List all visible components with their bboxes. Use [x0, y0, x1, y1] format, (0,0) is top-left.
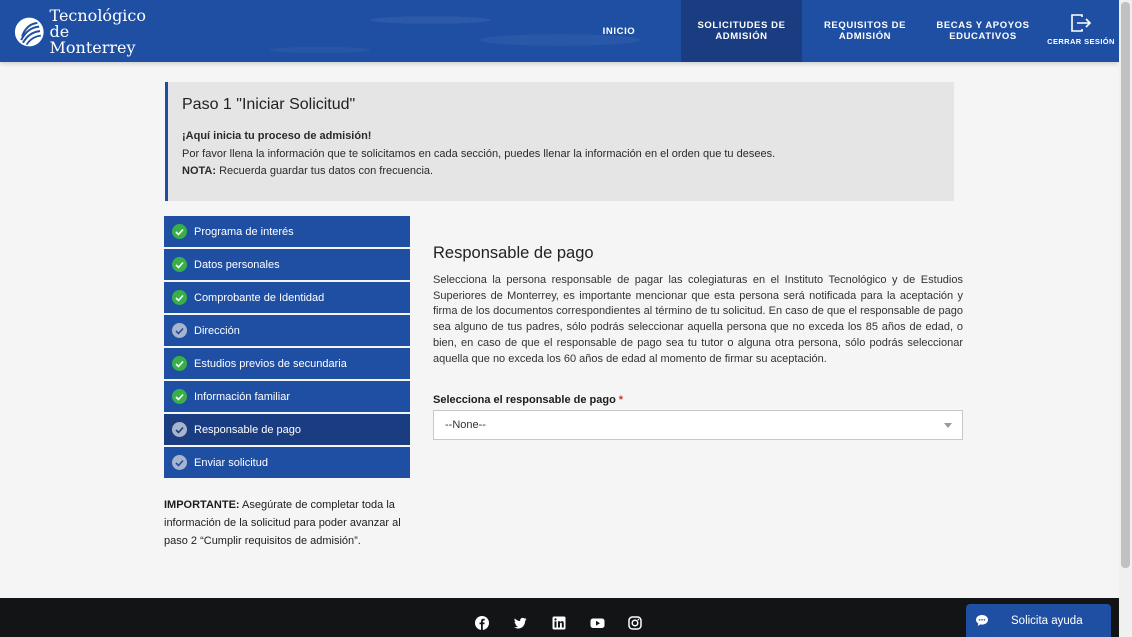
step-label: Enviar solicitud	[194, 456, 268, 469]
step-label: Datos personales	[194, 258, 280, 271]
nav-requisitos-label: REQUISITOS DE ADMISIÓN	[823, 20, 907, 42]
nav-becas-apoyos[interactable]	[930, 0, 1036, 62]
step-informacion-familiar[interactable]	[164, 381, 410, 412]
youtube-icon[interactable]	[590, 616, 605, 630]
notice-note	[182, 163, 940, 181]
step-label: Programa de interés	[194, 225, 294, 238]
nav-requisitos-admision[interactable]	[810, 0, 920, 62]
check-circle-icon	[172, 422, 187, 437]
step-label: Información familiar	[194, 390, 290, 403]
important-text: Asegúrate de completar toda la información de la solicitud para poder avanzar al paso 2 “Cumplir requisitos de admisión”.	[164, 499, 401, 547]
notice-intro	[182, 128, 940, 146]
chat-icon	[975, 614, 989, 627]
step-comprobante-identidad[interactable]	[164, 282, 410, 313]
notice-note-text: Recuerda guardar tus datos con frecuencia.	[216, 165, 434, 177]
logout-label: CERRAR SESIÓN	[1047, 37, 1115, 46]
check-circle-icon	[172, 257, 187, 272]
step-label: Dirección	[194, 324, 240, 337]
logout-icon	[1070, 14, 1092, 32]
important-label: IMPORTANTE:	[164, 499, 240, 511]
notice-intro-text: ¡Aquí inicia tu proceso de admisión!	[182, 130, 372, 142]
check-circle-icon	[172, 290, 187, 305]
check-circle-icon	[172, 323, 187, 338]
step-label: Comprobante de Identidad	[194, 291, 325, 304]
chevron-down-icon	[944, 423, 952, 428]
section-title: Responsable de pago	[433, 244, 594, 262]
check-circle-icon	[172, 455, 187, 470]
help-chat-button[interactable]	[966, 604, 1111, 637]
step-label: Responsable de pago	[194, 423, 302, 436]
step-notice	[165, 82, 954, 201]
notice-note-label: NOTA:	[182, 165, 217, 177]
logo-wordmark	[50, 8, 149, 56]
step-responsable-pago[interactable]	[164, 414, 410, 445]
twitter-icon[interactable]	[513, 616, 527, 630]
logo-line-1: Tecnológico	[49, 6, 147, 25]
important-note	[164, 496, 414, 550]
check-circle-icon	[172, 389, 187, 404]
step-programa-interes[interactable]	[164, 216, 410, 247]
steps-sidebar	[164, 216, 410, 480]
tec-logo-icon	[14, 15, 45, 49]
page-scrollbar[interactable]	[1119, 0, 1132, 637]
step-label: Estudios previos de secundaria	[194, 357, 347, 370]
nav-solicitudes-label: SOLICITUDES DE ADMISIÓN	[697, 20, 786, 42]
check-circle-icon	[172, 356, 187, 371]
help-label: Solicita ayuda	[1011, 614, 1083, 627]
section-description: Selecciona la persona responsable de pagar las colegiaturas en el Instituto Tecnológico y de Estudios Superiores de Monterrey, es importante mencionar que esta persona será notificada para la aceptación y firma de los documentos correspondientes al término de tu solicitud. En caso de que el responsable de pago sea alguno de tus padres, sólo podrás seleccionar aquella persona que no exceda los 85 años de edad, o bien, en caso de que el responsable de pago sea tu tutor o alguna otra persona, sólo podrás seleccionar aquella que no exceda los 60 años de edad al momento de firmar su aceptación.	[433, 274, 963, 365]
payer-select-value: --None--	[445, 419, 486, 431]
facebook-icon[interactable]	[475, 616, 489, 630]
required-mark: *	[618, 394, 624, 406]
top-header	[0, 0, 1119, 62]
linkedin-icon[interactable]	[552, 616, 566, 630]
scrollbar-thumb[interactable]	[1121, 2, 1130, 568]
tec-logo[interactable]	[14, 6, 149, 57]
logout-button[interactable]	[1045, 14, 1117, 50]
instagram-icon[interactable]	[628, 616, 642, 630]
payer-select-label	[433, 394, 623, 406]
logo-line-2: de Monterrey	[49, 22, 136, 57]
payer-select-label-text: Selecciona el responsable de pago	[433, 394, 616, 406]
nav-becas-label: BECAS Y APOYOS EDUCATIVOS	[936, 20, 1030, 42]
nav-inicio[interactable]: INICIO	[602, 25, 636, 37]
step-direccion[interactable]	[164, 315, 410, 346]
nav-solicitudes-admision[interactable]	[681, 0, 802, 62]
step-datos-personales[interactable]	[164, 249, 410, 280]
payer-select[interactable]	[433, 410, 963, 440]
step-enviar-solicitud[interactable]	[164, 447, 410, 478]
check-circle-icon	[172, 224, 187, 239]
notice-text: Por favor llena la información que te solicitamos en cada sección, puedes llenar la información en el orden que tu desees.	[182, 147, 776, 160]
page-title: Paso 1 "Iniciar Solicitud"	[182, 96, 356, 113]
step-estudios-previos[interactable]	[164, 348, 410, 379]
